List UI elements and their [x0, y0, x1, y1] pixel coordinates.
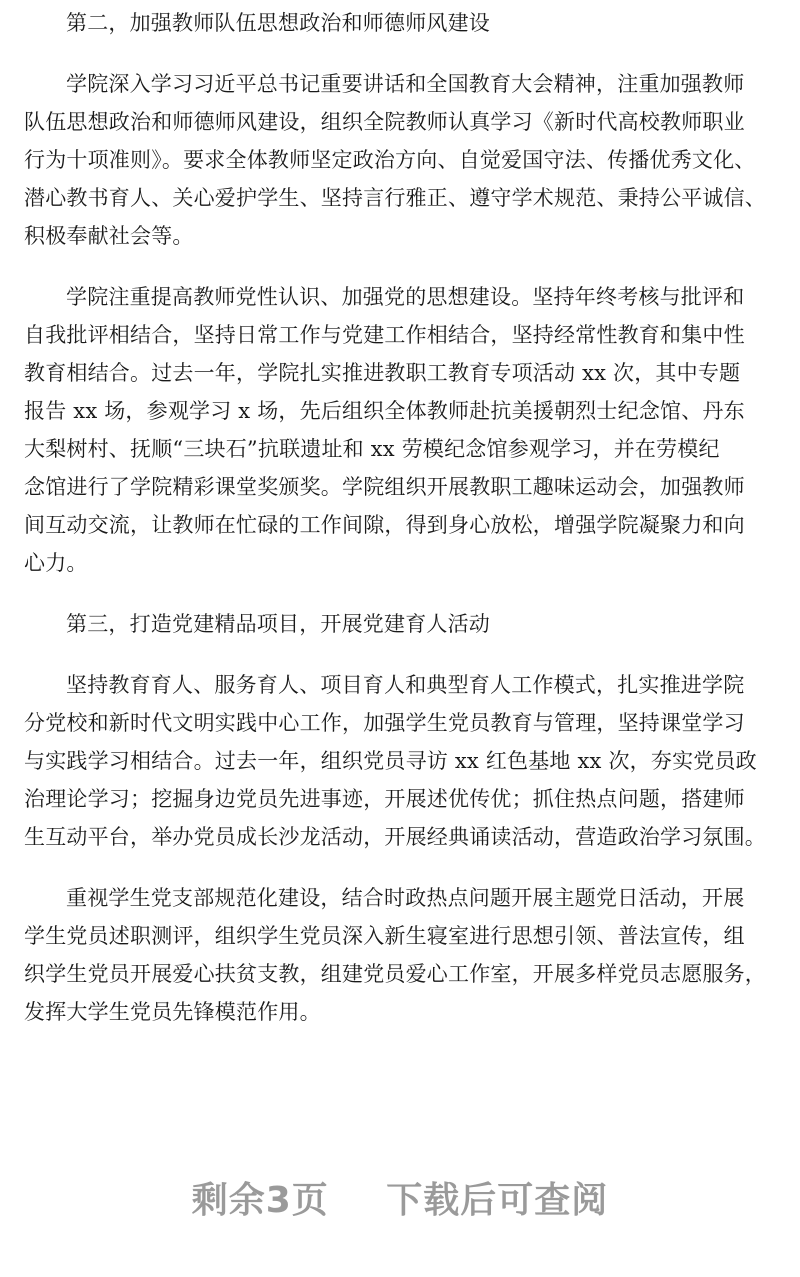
text-line: 队伍思想政治和师德师风建设，组织全院教师认真学习《新时代高校教师职业 — [24, 110, 745, 134]
text-line: 生互动平台，举办党员成长沙龙活动，开展经典诵读活动，营造政治学习氛围。 — [24, 825, 766, 849]
section-heading — [24, 605, 754, 643]
text-line: 报告 xx 场，参观学习 x 场，先后组织全体教师赴抗美援朝烈士纪念馆、丹东 — [24, 399, 745, 423]
paragraph — [24, 879, 766, 1031]
document-body — [24, 4, 766, 1054]
download-prompt[interactable] — [0, 1172, 800, 1223]
text-line: 第三，打造党建精品项目，开展党建育人活动 — [66, 612, 490, 636]
text-line: 念馆进行了学院精彩课堂奖颁奖。学院组织开展教职工趣味运动会，加强教师 — [24, 475, 745, 499]
text-line: 学生党员述职测评，组织学生党员深入新生寝室进行思想引领、普法宣传，组 — [24, 924, 745, 948]
text-line: 教育相结合。过去一年，学院扎实推进教职工教育专项活动 xx 次，其中专题 — [24, 361, 741, 385]
text-line: 发挥大学生党员先锋模范作用。 — [24, 1000, 321, 1024]
section-heading — [24, 4, 754, 42]
text-line: 与实践学习相结合。过去一年，组织党员寻访 xx 红色基地 xx 次，夯实党员政 — [24, 749, 757, 773]
text-line: 积极奉献社会等。 — [24, 224, 194, 248]
text-line: 分党校和新时代文明实践中心工作，加强学生党员教育与管理，坚持课堂学习 — [24, 711, 745, 735]
remaining-pages-label: 剩余3页 — [191, 1180, 329, 1221]
paragraph — [24, 666, 766, 856]
text-line: 大梨树村、抚顺“三块石”抗联遗址和 xx 劳模纪念馆参观学习，并在劳模纪 — [24, 437, 720, 461]
text-line: 重视学生党支部规范化建设，结合时政热点问题开展主题党日活动，开展 — [66, 886, 745, 910]
text-line: 间互动交流，让教师在忙碌的工作间隙，得到身心放松，增强学院凝聚力和向 — [24, 513, 745, 537]
text-line: 织学生党员开展爱心扶贫支教，组建党员爱心工作室，开展多样党员志愿服务， — [24, 962, 766, 986]
text-line: 治理论学习；挖掘身边党员先进事迹，开展述优传优；抓住热点问题，搭建师 — [24, 787, 745, 811]
text-line: 学院深入学习习近平总书记重要讲话和全国教育大会精神，注重加强教师 — [66, 72, 745, 96]
download-to-read-label[interactable]: 下载后可查阅 — [386, 1180, 609, 1221]
text-line: 心力。 — [24, 551, 88, 575]
text-line: 第二，加强教师队伍思想政治和师德师风建设 — [66, 11, 490, 35]
paragraph — [24, 65, 766, 255]
text-line: 坚持教育育人、服务育人、项目育人和典型育人工作模式，扎实推进学院 — [66, 673, 745, 697]
text-line: 自我批评相结合，坚持日常工作与党建工作相结合，坚持经常性教育和集中性 — [24, 323, 745, 347]
text-line: 潜心教书育人、关心爱护学生、坚持言行雅正、遵守学术规范、秉持公平诚信、 — [24, 186, 766, 210]
paragraph — [24, 278, 754, 582]
text-line: 行为十项准则》。要求全体教师坚定政治方向、自觉爱国守法、传播优秀文化、 — [24, 148, 756, 172]
text-line: 学院注重提高教师党性认识、加强党的思想建设。坚持年终考核与批评和 — [66, 285, 745, 309]
